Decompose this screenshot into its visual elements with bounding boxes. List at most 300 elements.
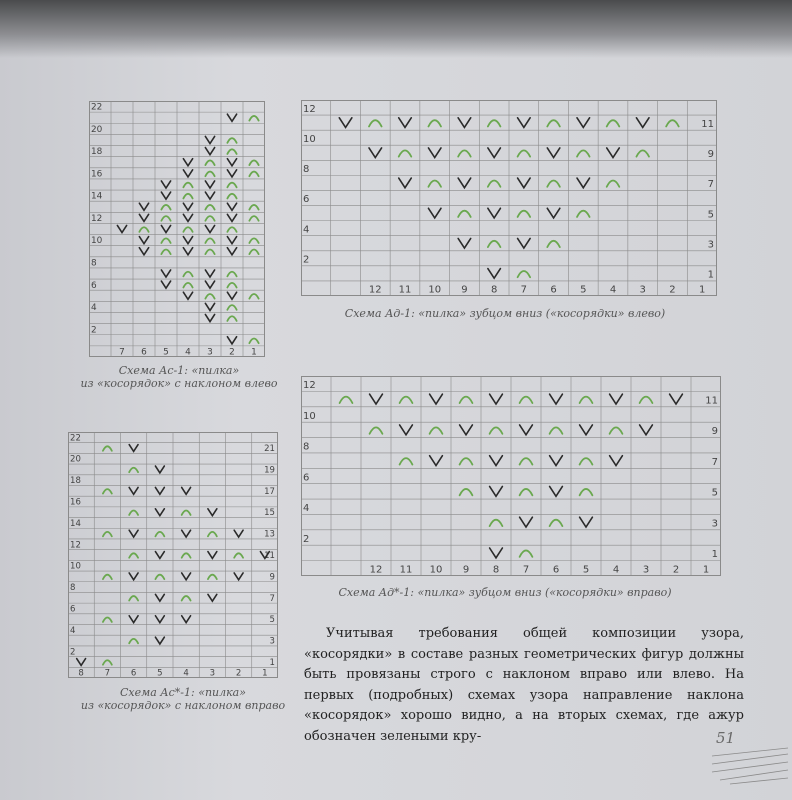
yarn-over-symbol [161, 205, 170, 210]
body-paragraph [304, 624, 744, 747]
decrease-symbol [610, 456, 623, 466]
decrease-symbol [208, 509, 217, 516]
col-label: 8 [78, 668, 84, 679]
col-label: 5 [582, 564, 590, 576]
row-label: 8 [91, 258, 97, 269]
row-label: 14 [70, 518, 81, 529]
yarn-over-symbol [227, 194, 236, 199]
row-label: 4 [303, 503, 310, 515]
decrease-symbol [161, 270, 170, 277]
yarn-over-symbol [518, 150, 531, 156]
decrease-symbol [205, 281, 214, 288]
col-label: 5 [157, 668, 163, 679]
decrease-symbol [182, 530, 191, 537]
decrease-symbol [183, 214, 192, 221]
decrease-symbol [518, 178, 531, 188]
yarn-over-symbol [490, 427, 503, 433]
row-label: 1 [269, 657, 275, 668]
row-label: 10 [91, 236, 103, 247]
col-label: 5 [163, 347, 169, 358]
row-label: 22 [70, 433, 81, 444]
yarn-over-symbol [182, 596, 191, 600]
yarn-over-symbol [520, 397, 533, 403]
decrease-symbol [183, 248, 192, 255]
decrease-symbol [183, 170, 192, 177]
decrease-symbol [161, 181, 170, 188]
decrease-symbol [183, 237, 192, 244]
yarn-over-symbol [400, 397, 413, 403]
row-label: 3 [269, 636, 275, 647]
caption-ad1r-title: Схема Ад*-1: «пилка» зубцом вниз («косорядки» вправо) [338, 586, 672, 599]
yarn-over-symbol [161, 249, 170, 254]
decrease-symbol [488, 208, 501, 218]
row-label: 11 [701, 118, 714, 130]
row-label: 2 [303, 533, 310, 545]
decrease-symbol [636, 118, 649, 128]
decrease-symbol [399, 178, 412, 188]
decrease-symbol [205, 192, 214, 199]
yarn-over-symbol [547, 181, 560, 187]
row-label: 6 [70, 604, 76, 615]
yarn-over-symbol [370, 427, 383, 433]
col-label: 4 [612, 564, 620, 576]
decrease-symbol [550, 456, 563, 466]
row-label: 1 [707, 269, 714, 281]
yarn-over-symbol [460, 489, 473, 495]
decrease-symbol [490, 394, 503, 404]
yarn-over-symbol [129, 468, 138, 472]
yarn-over-symbol [205, 294, 214, 299]
yarn-over-symbol [227, 272, 236, 277]
yarn-over-symbol [430, 427, 443, 433]
row-label: 8 [303, 441, 310, 453]
yarn-over-symbol [103, 575, 112, 579]
yarn-over-symbol [610, 427, 623, 433]
row-label: 5 [269, 615, 275, 626]
decrease-symbol [550, 486, 563, 496]
decrease-symbol [518, 118, 531, 128]
decrease-symbol [488, 148, 501, 158]
yarn-over-symbol [400, 458, 413, 464]
decrease-symbol [547, 148, 560, 158]
decrease-symbol [161, 281, 170, 288]
col-label: 4 [185, 347, 191, 358]
decrease-symbol [155, 509, 164, 516]
row-label: 13 [264, 529, 275, 540]
decrease-symbol [550, 394, 563, 404]
row-label: 6 [303, 472, 310, 484]
yarn-over-symbol [183, 227, 192, 232]
row-label: 3 [711, 518, 718, 530]
yarn-over-symbol [666, 120, 679, 126]
decrease-symbol [161, 225, 170, 232]
row-label: 14 [91, 191, 103, 202]
yarn-over-symbol [550, 520, 563, 526]
decrease-symbol [458, 238, 471, 248]
decrease-symbol [205, 148, 214, 155]
decrease-symbol [399, 118, 412, 128]
yarn-over-symbol [577, 211, 590, 217]
row-label: 11 [264, 550, 275, 561]
yarn-over-symbol [205, 205, 214, 210]
yarn-over-symbol [208, 532, 217, 536]
yarn-over-symbol [129, 639, 138, 643]
yarn-over-symbol [227, 283, 236, 288]
decrease-symbol [208, 552, 217, 559]
decrease-symbol [129, 445, 138, 452]
row-label: 16 [70, 497, 81, 508]
yarn-over-symbol [640, 397, 653, 403]
yarn-over-symbol [488, 181, 501, 187]
row-label: 7 [707, 179, 714, 191]
row-label: 1 [711, 549, 718, 561]
decrease-symbol [227, 159, 236, 166]
col-label: 6 [141, 347, 147, 358]
yarn-over-symbol [460, 397, 473, 403]
decrease-symbol [227, 170, 236, 177]
row-label: 5 [711, 487, 718, 499]
row-label: 11 [705, 395, 718, 407]
yarn-over-symbol [550, 427, 563, 433]
col-label: 1 [698, 284, 706, 296]
yarn-over-symbol [249, 238, 258, 243]
decrease-symbol [227, 248, 236, 255]
decrease-symbol [227, 203, 236, 210]
yarn-over-symbol [249, 172, 258, 177]
yarn-over-symbol [249, 216, 258, 221]
col-label: 7 [522, 564, 530, 576]
yarn-over-symbol [607, 181, 620, 187]
decrease-symbol [161, 192, 170, 199]
yarn-over-symbol [607, 120, 620, 126]
row-label: 20 [91, 124, 103, 135]
yarn-over-symbol [183, 283, 192, 288]
yarn-over-symbol [399, 150, 412, 156]
row-label: 9 [269, 572, 275, 583]
page-number: 51 [716, 729, 736, 747]
col-label: 3 [207, 347, 213, 358]
yarn-over-symbol [490, 520, 503, 526]
row-label: 4 [303, 224, 310, 236]
yarn-over-symbol [458, 150, 471, 156]
col-label: 7 [119, 347, 125, 358]
yarn-over-symbol [103, 532, 112, 536]
col-label: 1 [251, 347, 257, 358]
yarn-over-symbol [103, 660, 112, 664]
decrease-symbol [577, 178, 590, 188]
decrease-symbol [205, 225, 214, 232]
decrease-symbol [400, 425, 413, 435]
row-label: 17 [264, 486, 275, 497]
yarn-over-symbol [369, 120, 382, 126]
decrease-symbol [577, 118, 590, 128]
decrease-symbol [182, 573, 191, 580]
row-label: 8 [303, 164, 310, 176]
yarn-over-symbol [183, 183, 192, 188]
col-label: 12 [369, 564, 383, 576]
decrease-symbol [182, 616, 191, 623]
decrease-symbol [208, 594, 217, 601]
decrease-symbol [547, 208, 560, 218]
caption-ac1r-title: Схема Ас*-1: «пилка» [120, 686, 246, 699]
decrease-symbol [182, 487, 191, 494]
decrease-symbol [129, 487, 138, 494]
yarn-over-symbol [139, 227, 148, 232]
row-label: 10 [303, 410, 316, 422]
col-label: 6 [552, 564, 560, 576]
chart-ad1r [301, 376, 721, 576]
yarn-over-symbol [205, 216, 214, 221]
decrease-symbol [117, 225, 126, 232]
col-label: 2 [229, 347, 235, 358]
decrease-symbol [155, 466, 164, 473]
row-label: 19 [264, 465, 275, 476]
yarn-over-symbol [518, 211, 531, 217]
decrease-symbol [428, 208, 441, 218]
yarn-over-symbol [547, 120, 560, 126]
yarn-over-symbol [161, 216, 170, 221]
col-label: 2 [235, 668, 242, 679]
decrease-symbol [370, 394, 383, 404]
row-label: 10 [303, 133, 316, 145]
decrease-symbol [227, 114, 236, 121]
decrease-symbol [369, 148, 382, 158]
decrease-symbol [155, 637, 164, 644]
decrease-symbol [670, 394, 683, 404]
row-label: 7 [711, 456, 718, 468]
decrease-symbol [205, 181, 214, 188]
caption-ac1r-subtitle: из «косорядок» с наклоном вправо [80, 699, 286, 712]
chart-ad1 [301, 100, 717, 296]
yarn-over-symbol [580, 397, 593, 403]
yarn-over-symbol [249, 160, 258, 165]
col-label: 10 [429, 564, 443, 576]
page-corner-decoration [710, 744, 790, 794]
col-label: 1 [262, 668, 268, 679]
col-label: 2 [672, 564, 680, 576]
decrease-symbol [155, 487, 164, 494]
yarn-over-symbol [428, 120, 441, 126]
col-label: 8 [490, 284, 498, 296]
yarn-over-symbol [488, 120, 501, 126]
yarn-over-symbol [428, 181, 441, 187]
decrease-symbol [139, 237, 148, 244]
yarn-over-symbol [103, 446, 112, 450]
row-label: 6 [303, 194, 310, 206]
decrease-symbol [227, 292, 236, 299]
chart-ac1 [89, 101, 265, 357]
caption-ad1 [320, 307, 690, 320]
yarn-over-symbol [227, 138, 236, 143]
caption-ad1r [320, 586, 690, 599]
yarn-over-symbol [520, 489, 533, 495]
decrease-symbol [580, 425, 593, 435]
decrease-symbol [205, 136, 214, 143]
decrease-symbol [339, 118, 352, 128]
yarn-over-symbol [249, 116, 258, 121]
col-label: 12 [368, 284, 382, 296]
decrease-symbol [205, 314, 214, 321]
row-label: 5 [707, 209, 714, 221]
row-label: 16 [91, 169, 103, 180]
decrease-symbol [183, 292, 192, 299]
yarn-over-symbol [518, 271, 531, 277]
col-label: 8 [492, 564, 500, 576]
yarn-over-symbol [249, 249, 258, 254]
yarn-over-symbol [249, 339, 258, 344]
caption-ac1 [74, 364, 284, 390]
yarn-over-symbol [205, 249, 214, 254]
yarn-over-symbol [340, 397, 353, 403]
yarn-over-symbol [182, 553, 191, 557]
yarn-over-symbol [577, 150, 590, 156]
decrease-symbol [460, 425, 473, 435]
decrease-symbol [129, 616, 138, 623]
row-label: 9 [711, 426, 718, 438]
decrease-symbol [205, 303, 214, 310]
yarn-over-symbol [580, 489, 593, 495]
yarn-over-symbol [580, 458, 593, 464]
decrease-symbol [139, 214, 148, 221]
decrease-symbol [607, 148, 620, 158]
decrease-symbol [183, 159, 192, 166]
yarn-over-symbol [636, 150, 649, 156]
yarn-over-symbol [227, 149, 236, 154]
row-label: 12 [70, 540, 81, 551]
row-label: 10 [70, 561, 81, 572]
yarn-over-symbol [205, 172, 214, 177]
decrease-symbol [490, 456, 503, 466]
body-paragraph-text: Учитывая требования общей композиции узора, «косорядки» в составе разных геометрических фигур должны быть провязаны строго с наклоном вправо или влево. На первых (подробных) схемах узора направление наклона «косорядок» хорошо видно, а на вторых схемах, где ажур обозначен зелеными кру- [304, 626, 744, 744]
decrease-symbol [129, 530, 138, 537]
chart-ac1r [68, 432, 278, 678]
col-label: 6 [130, 668, 137, 679]
col-label: 4 [609, 284, 617, 296]
col-label: 10 [428, 284, 442, 296]
caption-ac1-subtitle: из «косорядок» с наклоном влево [80, 377, 278, 390]
yarn-over-symbol [183, 194, 192, 199]
page-top-shadow [0, 0, 792, 58]
decrease-symbol [520, 517, 533, 527]
row-label: 6 [91, 280, 97, 291]
yarn-over-symbol [103, 617, 112, 621]
yarn-over-symbol [458, 211, 471, 217]
col-label: 1 [702, 564, 710, 576]
col-label: 9 [461, 284, 468, 296]
caption-ac1r [68, 686, 298, 712]
yarn-over-symbol [234, 553, 243, 557]
yarn-over-symbol [205, 238, 214, 243]
yarn-over-symbol [161, 238, 170, 243]
yarn-over-symbol [208, 575, 217, 579]
col-label: 11 [399, 564, 413, 576]
col-label: 5 [580, 284, 587, 296]
decrease-symbol [488, 269, 501, 279]
decrease-symbol [139, 248, 148, 255]
col-label: 11 [398, 284, 412, 296]
row-label: 18 [91, 147, 103, 158]
yarn-over-symbol [129, 511, 138, 515]
row-label: 4 [70, 625, 76, 636]
row-label: 9 [707, 148, 714, 160]
decrease-symbol [518, 238, 531, 248]
yarn-over-symbol [547, 241, 560, 247]
decrease-symbol [183, 203, 192, 210]
yarn-over-symbol [205, 160, 214, 165]
decrease-symbol [428, 148, 441, 158]
decrease-symbol [155, 594, 164, 601]
col-label: 4 [183, 668, 189, 679]
decrease-symbol [234, 573, 243, 580]
row-label: 7 [269, 593, 275, 604]
decrease-symbol [430, 394, 443, 404]
yarn-over-symbol [155, 575, 164, 579]
yarn-over-symbol [103, 489, 112, 493]
decrease-symbol [458, 178, 471, 188]
decrease-symbol [430, 456, 443, 466]
row-label: 12 [303, 103, 316, 115]
decrease-symbol [234, 530, 243, 537]
decrease-symbol [490, 548, 503, 558]
row-label: 20 [70, 454, 81, 465]
row-label: 18 [70, 476, 81, 487]
decrease-symbol [77, 659, 86, 666]
decrease-symbol [227, 237, 236, 244]
decrease-symbol [139, 203, 148, 210]
decrease-symbol [205, 270, 214, 277]
decrease-symbol [610, 394, 623, 404]
decrease-symbol [155, 552, 164, 559]
decrease-symbol [129, 573, 138, 580]
decrease-symbol [227, 214, 236, 221]
decrease-symbol [458, 118, 471, 128]
row-label: 2 [91, 325, 97, 336]
caption-ac1-title: Схема Ас-1: «пилка» [118, 364, 240, 377]
col-label: 9 [462, 564, 470, 576]
yarn-over-symbol [520, 550, 533, 556]
decrease-symbol [580, 517, 593, 527]
yarn-over-symbol [249, 294, 258, 299]
col-label: 7 [104, 668, 111, 679]
decrease-symbol [227, 337, 236, 344]
col-label: 3 [639, 284, 646, 296]
row-label: 21 [264, 444, 275, 455]
row-label: 15 [264, 508, 275, 519]
yarn-over-symbol [460, 458, 473, 464]
row-label: 3 [707, 239, 714, 251]
row-label: 12 [91, 213, 103, 224]
col-label: 3 [209, 668, 216, 679]
yarn-over-symbol [488, 241, 501, 247]
yarn-over-symbol [227, 227, 236, 232]
yarn-over-symbol [227, 305, 236, 310]
yarn-over-symbol [520, 458, 533, 464]
col-label: 2 [669, 284, 676, 296]
yarn-over-symbol [227, 316, 236, 321]
row-label: 22 [91, 102, 103, 113]
yarn-over-symbol [155, 532, 164, 536]
yarn-over-symbol [249, 205, 258, 210]
row-label: 12 [303, 380, 316, 391]
col-label: 7 [520, 284, 528, 296]
yarn-over-symbol [183, 272, 192, 277]
caption-ad1-title: Схема Ад-1: «пилка» зубцом вниз («косорядки» влево) [344, 307, 666, 320]
row-label: 4 [91, 303, 97, 314]
yarn-over-symbol [129, 596, 138, 600]
decrease-symbol [520, 425, 533, 435]
decrease-symbol [640, 425, 653, 435]
row-label: 2 [70, 647, 76, 658]
